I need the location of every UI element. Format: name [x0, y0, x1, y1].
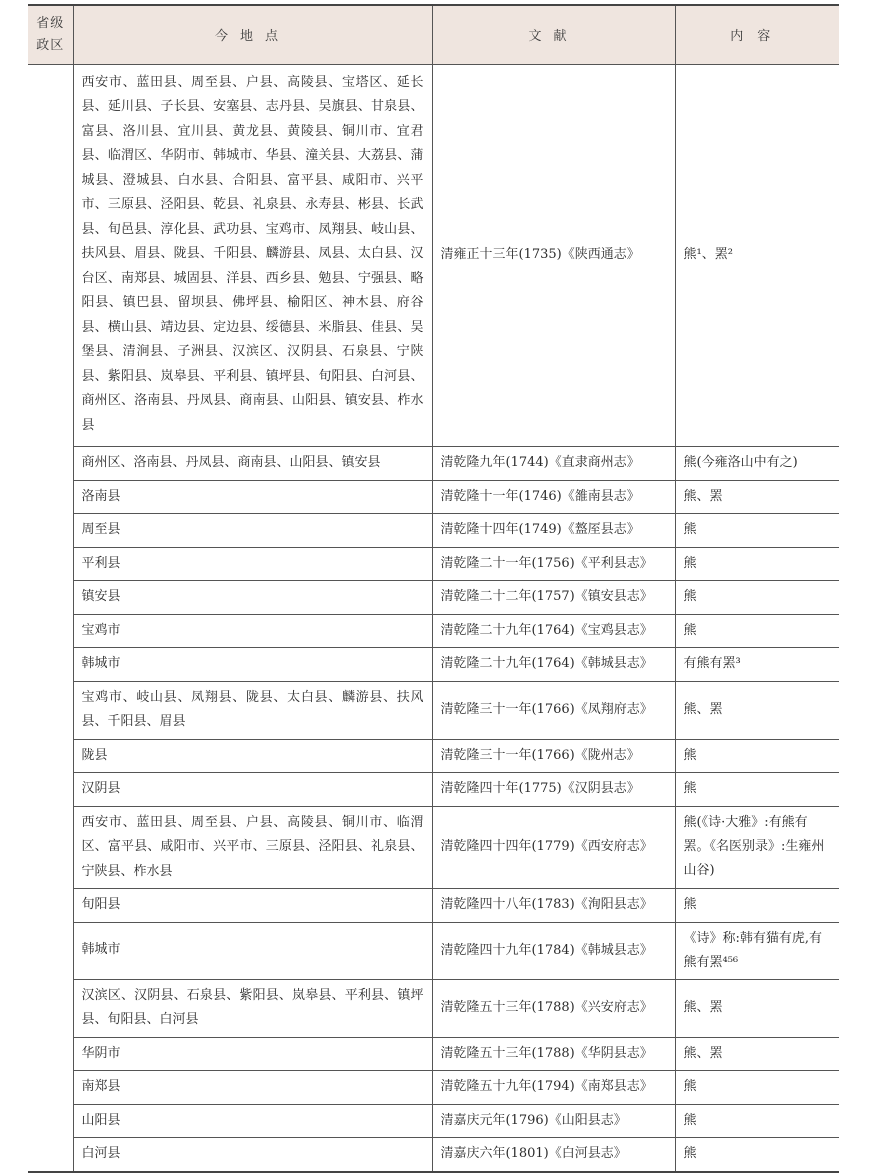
table-row	[28, 514, 839, 548]
document-cell: 清乾隆二十九年(1764)《宝鸡县志》	[432, 614, 675, 648]
place-cell: 镇安县	[73, 581, 432, 615]
content-cell: 熊、罴	[675, 1037, 839, 1071]
content-cell: 有熊有罴³	[675, 648, 839, 682]
table-row	[28, 648, 839, 682]
content-cell: 熊	[675, 614, 839, 648]
table-row	[28, 889, 839, 923]
document-cell: 清乾隆四十九年(1784)《韩城县志》	[432, 922, 675, 979]
header-content: 内容	[675, 5, 839, 64]
province-cell	[28, 64, 73, 1172]
document-cell: 清乾隆四十年(1775)《汉阴县志》	[432, 773, 675, 807]
content-cell: 熊	[675, 1104, 839, 1138]
document-cell: 清乾隆三十一年(1766)《凤翔府志》	[432, 681, 675, 739]
place-cell: 旬阳县	[73, 889, 432, 923]
records-table-container	[28, 4, 839, 1173]
content-cell: 熊	[675, 547, 839, 581]
content-cell: 熊¹、罴²	[675, 64, 839, 447]
header-document: 文献	[432, 5, 675, 64]
content-cell: 熊(今雍洛山中有之)	[675, 447, 839, 481]
content-cell: 熊(《诗·大雅》:有熊有罴。《名医别录》:生雍州山谷)	[675, 806, 839, 889]
place-cell: 山阳县	[73, 1104, 432, 1138]
content-cell: 熊	[675, 889, 839, 923]
content-cell: 熊	[675, 773, 839, 807]
document-cell: 清乾隆四十四年(1779)《西安府志》	[432, 806, 675, 889]
content-cell: 熊	[675, 1138, 839, 1172]
place-cell: 韩城市	[73, 922, 432, 979]
place-cell: 华阴市	[73, 1037, 432, 1071]
table-row	[28, 447, 839, 481]
place-cell: 汉阴县	[73, 773, 432, 807]
content-cell: 熊	[675, 1071, 839, 1105]
content-cell: 《诗》称:韩有猫有虎,有熊有罴⁴⁵⁶	[675, 922, 839, 979]
document-cell: 清乾隆二十九年(1764)《韩城县志》	[432, 648, 675, 682]
place-cell: 宝鸡市、岐山县、凤翔县、陇县、太白县、麟游县、扶风县、千阳县、眉县	[73, 681, 432, 739]
content-cell: 熊、罴	[675, 979, 839, 1037]
table-row	[28, 681, 839, 739]
content-cell: 熊	[675, 739, 839, 773]
document-cell: 清乾隆二十一年(1756)《平利县志》	[432, 547, 675, 581]
document-cell: 清乾隆十一年(1746)《雒南县志》	[432, 480, 675, 514]
table-row	[28, 922, 839, 979]
content-cell: 熊、罴	[675, 681, 839, 739]
content-cell: 熊	[675, 514, 839, 548]
table-row	[28, 1071, 839, 1105]
header-province: 省级 政区	[28, 5, 73, 64]
table-row	[28, 1104, 839, 1138]
place-cell: 平利县	[73, 547, 432, 581]
document-cell: 清嘉庆六年(1801)《白河县志》	[432, 1138, 675, 1172]
document-cell: 清嘉庆元年(1796)《山阳县志》	[432, 1104, 675, 1138]
place-cell: 西安市、蓝田县、周至县、户县、高陵县、铜川市、临渭区、富平县、咸阳市、兴平市、三原县、泾阳县、礼泉县、宁陕县、柞水县	[73, 806, 432, 889]
header-place: 今地点	[73, 5, 432, 64]
place-cell: 汉滨区、汉阴县、石泉县、紫阳县、岚皋县、平利县、镇坪县、旬阳县、白河县	[73, 979, 432, 1037]
table-row	[28, 739, 839, 773]
document-cell: 清乾隆二十二年(1757)《镇安县志》	[432, 581, 675, 615]
place-cell: 周至县	[73, 514, 432, 548]
place-cell: 韩城市	[73, 648, 432, 682]
table-row	[28, 773, 839, 807]
place-cell: 宝鸡市	[73, 614, 432, 648]
content-cell: 熊、罴	[675, 480, 839, 514]
document-cell: 清乾隆五十三年(1788)《华阴县志》	[432, 1037, 675, 1071]
table-row	[28, 1037, 839, 1071]
records-table	[28, 4, 839, 1173]
document-cell: 清乾隆五十九年(1794)《南郑县志》	[432, 1071, 675, 1105]
document-cell: 清乾隆三十一年(1766)《陇州志》	[432, 739, 675, 773]
document-cell: 清乾隆五十三年(1788)《兴安府志》	[432, 979, 675, 1037]
table-row	[28, 614, 839, 648]
place-cell: 商州区、洛南县、丹凤县、商南县、山阳县、镇安县	[73, 447, 432, 481]
document-cell: 清雍正十三年(1735)《陕西通志》	[432, 64, 675, 447]
document-cell: 清乾隆九年(1744)《直隶商州志》	[432, 447, 675, 481]
table-row	[28, 979, 839, 1037]
table-row	[28, 64, 839, 447]
table-row	[28, 1138, 839, 1172]
content-cell: 熊	[675, 581, 839, 615]
place-cell: 白河县	[73, 1138, 432, 1172]
place-cell: 陇县	[73, 739, 432, 773]
table-row	[28, 806, 839, 889]
header-row	[28, 5, 839, 64]
table-row	[28, 581, 839, 615]
document-cell: 清乾隆四十八年(1783)《洵阳县志》	[432, 889, 675, 923]
place-cell: 南郑县	[73, 1071, 432, 1105]
place-cell: 西安市、蓝田县、周至县、户县、高陵县、宝塔区、延长县、延川县、子长县、安塞县、志丹县、吴旗县、甘泉县、富县、洛川县、宜川县、黄龙县、黄陵县、铜川市、宜君县、临渭区、华阴市、韩城市、华县、潼关县、大荔县、蒲城县、澄城县、白水县、合阳县、富平县、咸阳市、兴平市、三原县、泾阳县、乾县、礼泉县、永寿县、彬县、长武县、旬邑县、淳化县、武功县、宝鸡市、凤翔县、岐山县、扶风县、眉县、陇县、千阳县、麟游县、凤县、太白县、汉台区、南郑县、城固县、洋县、西乡县、勉县、宁强县、略阳县、镇巴县、留坝县、佛坪县、榆阳区、神木县、府谷县、横山县、靖边县、定边县、绥德县、米脂县、佳县、吴堡县、清涧县、子洲县、汉滨区、汉阴县、石泉县、宁陕县、紫阳县、岚皋县、平利县、镇坪县、旬阳县、白河县、商州区、洛南县、丹凤县、商南县、山阳县、镇安县、柞水县	[73, 64, 432, 447]
place-cell: 洛南县	[73, 480, 432, 514]
table-row	[28, 547, 839, 581]
document-cell: 清乾隆十四年(1749)《盩厔县志》	[432, 514, 675, 548]
table-row	[28, 480, 839, 514]
